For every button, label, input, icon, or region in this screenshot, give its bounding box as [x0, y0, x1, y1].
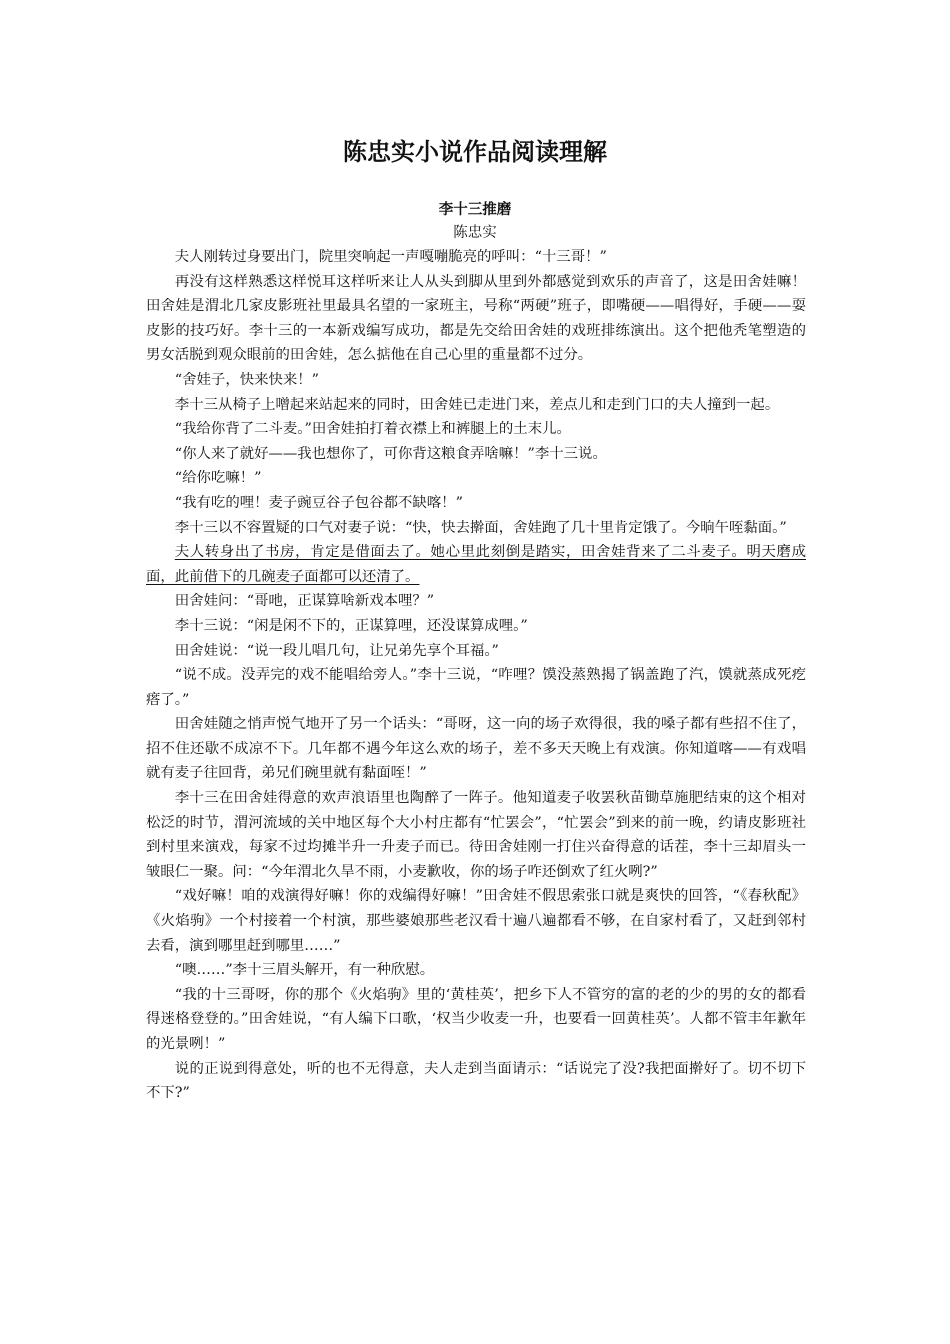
paragraph: “说不成。没弄完的戏不能唱给旁人。”李十三说，“咋哩？馍没蒸熟揭了锅盖跑了汽，馍就蒸成死疙瘩了。”: [146, 667, 806, 708]
story-author: 陈忠实: [453, 225, 497, 241]
paragraph: 说的正说到得意处，听的也不无得意，夫人走到当面请示：“话说完了没?我把面擀好了。切不切下不下?”: [146, 1060, 806, 1102]
paragraph: “我的十三哥呀，你的那个《火焰驹》里的‘黄桂英’，把乡下人不管穷的富的老的少的男的女的都看得迷格登登的。”田舍娃说，“有人编下口歌，‘权当少收麦一升，也要看一回黄桂英’。人都不管丰年歉年的光景咧！”: [146, 986, 806, 1052]
paragraph: 再没有这样熟悉这样悦耳这样听来让人从头到脚从里到外都感觉到欢乐的声音了，这是田舍娃嘛！田舍娃是渭北几家皮影班社里最具名望的一家班主，号称“两硬”班子，即嘴硬——唱得好，手硬——耍皮影的技巧好。李十三的一本新戏编写成功，都是先交给田舍娃的戏班排练演出。这个把他秃笔塑造的男女活脱到观众眼前的田舍娃，怎么掂他在自己心里的重量都不过分。: [146, 273, 806, 364]
paragraph: 李十三从椅子上噌起来站起来的同时，田舍娃已走进门来，差点儿和走到门口的夫人撞到一起。: [174, 396, 780, 413]
paragraph: 李十三以不容置疑的口气对妻子说：“快，快去擀面，舍娃跑了几十里肯定饿了。今晌午咥黏面。”: [174, 519, 787, 536]
paragraph: 李十三在田舍娃得意的欢声浪语里也陶醉了一阵子。他知道麦子收罢秋苗锄草施肥结束的这个相对松泛的时节，渭河流域的关中地区每个大小村庄都有“忙罢会”，“忙罢会”到来的前一晚，约请皮影班社到村里来演戏，每家不过均摊半升一升麦子而已。待田舍娃刚一打住兴奋得意的话茬，李十三却眉头一皱眼仁一聚。问：“今年渭北久旱不雨，小麦歉收，你的场子咋还倒欢了红火咧?”: [146, 790, 806, 880]
document-title: 陈忠实小说作品阅读理解: [343, 138, 607, 166]
paragraph: “舍娃子，快来快来！”: [174, 371, 320, 388]
paragraph: “我给你背了二斗麦。”田舍娃拍打着衣襟上和裤腿上的土末儿。: [174, 421, 571, 438]
story-body: [146, 245, 806, 1106]
paragraph: 田舍娃问：“哥吔，正谋算啥新戏本哩？”: [174, 593, 435, 610]
paragraph: “给你吃嘛！”: [174, 470, 262, 487]
paragraph: 李十三说：“闲是闲不下的，正谋算哩，还没谋算成哩。”: [174, 617, 528, 634]
paragraph: 田舍娃说：“说一段儿唱几句，让兄弟先享个耳福。”: [174, 642, 499, 659]
paragraph: “戏好嘛！咱的戏演得好嘛！你的戏编得好嘛！”田舍娃不假思索张口就是爽快的回答，“《春秋配》《火焰驹》一个村接着一个村演，那些婆娘那些老汉看十遍八遍都看不够，在自家村看了，又赶到邻村去看，演到哪里赶到哪里……”: [146, 888, 806, 954]
story-title: 李十三推磨: [438, 202, 512, 218]
underlined-paragraph: 夫人转身出了书房，肯定是借面去了。她心里此刻倒是踏实，田舍娃背来了二斗麦子。明天磨成面，此前借下的几碗麦子面都可以还清了。: [146, 544, 806, 585]
paragraph: “噢……”李十三眉头解开，有一种欣慰。: [174, 962, 435, 979]
paragraph: “我有吃的哩！麦子豌豆谷子包谷都不缺喀！”: [174, 494, 463, 511]
paragraph: 夫人刚转过身要出门，院里突响起一声嘎嘣脆亮的呼叫：“十三哥！”: [174, 249, 607, 265]
paragraph: “你人来了就好——我也想你了，可你背这粮食弄啥嘛！”李十三说。: [174, 445, 607, 462]
paragraph: 田舍娃随之悄声悦气地开了另一个话头：“哥呀，这一向的场子欢得很，我的嗓子都有些招不住了，招不住还歇不成凉不下。几年都不遇今年这么欢的场子，差不多天天晚上有戏演。你知道喀——有戏唱就有麦子往回背，弟兄们碗里就有黏面咥！”: [146, 716, 806, 782]
